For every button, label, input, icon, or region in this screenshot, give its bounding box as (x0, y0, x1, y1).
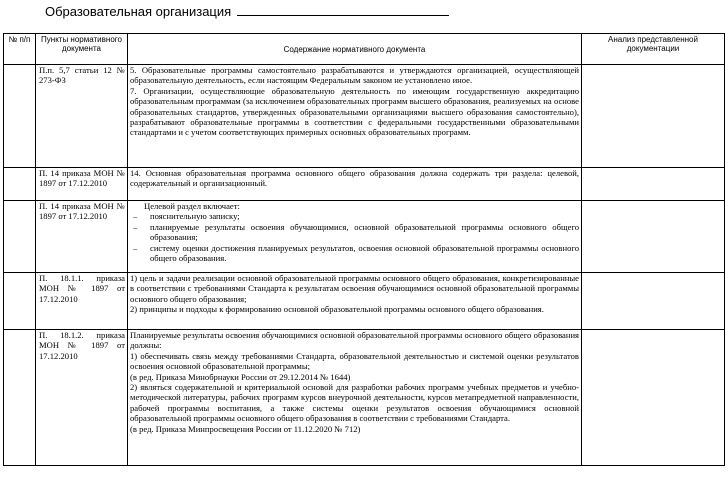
row-content (128, 168, 582, 201)
list-item (130, 222, 579, 243)
row-analysis-cell[interactable] (582, 65, 725, 168)
content-paragraph: 14. Основная образовательная программа основного общего образования должна содержать три раздела: целевой, содержательный и организационный. (130, 168, 579, 189)
content-paragraph: 2) принципы и подходы к формированию основной образовательной программы основного общего образования. (130, 304, 544, 315)
content-paragraph: 1) обеспечивать связь между требованиями Стандарта, образовательной деятельностью и системой оценки результатов освоения основной образовательной программы; (130, 350, 579, 372)
table-row (4, 65, 725, 168)
row-analysis-cell[interactable] (582, 168, 725, 201)
table-header-row (4, 34, 725, 65)
content-paragraph: (в ред. Приказа Минобрнауки России от 29.12.2014 № 1644) (130, 371, 351, 382)
table-row (4, 168, 725, 201)
content-paragraph: (в ред. Приказа Минпросвещения России от 11.12.2020 № 712) (130, 423, 361, 434)
organization-name-blank (237, 3, 449, 16)
row-content (128, 65, 582, 168)
row-points: П.п. 5,7 статьи 12 № 273-ФЗ (36, 65, 128, 168)
row-content (128, 273, 582, 330)
dash-bullet: – (133, 221, 138, 232)
column-header-analysis: Анализ представленной документации (582, 34, 725, 65)
content-paragraph: 7. Организации, осуществляющие образовательную деятельность по имеющим государственную аккредитацию образовательным программам (за исключением образовательных программ высшего образования, реализуемых на основе образовательных стандартов, утвержденных образовательными организациями высшего образования самостоятельно), разрабатывают образовательные программы в соответствии с федеральными государственными образовательными стандартами и с учетом соответствующих примерных основных образовательных программ. (130, 85, 579, 138)
table-row (4, 273, 725, 330)
organization-label: Образовательная организация (45, 4, 232, 19)
column-header-points: Пункты нормативного документа (36, 34, 128, 65)
table-row (4, 330, 725, 466)
row-points: П. 18.1.2. приказа МОН № 1897 от 17.12.2010 (36, 330, 128, 466)
row-points: П. 14 приказа МОН № 1897 от 17.12.2010 (36, 201, 128, 273)
row-analysis-cell[interactable] (582, 273, 725, 330)
row-points: П. 14 приказа МОН № 1897 от 17.12.2010 (36, 168, 128, 201)
row-number (4, 65, 36, 168)
row-content (128, 201, 582, 273)
list-item-text: планируемые результаты освоения обучающимися, основной образовательной программы основного общего образования; (150, 221, 579, 243)
dash-bullet: – (133, 242, 138, 253)
row-content (128, 330, 582, 466)
list-item (130, 243, 579, 264)
row-number (4, 201, 36, 273)
regulation-table (3, 33, 725, 466)
row-number (4, 330, 36, 466)
row-analysis-cell[interactable] (582, 201, 725, 273)
list-item (130, 211, 579, 221)
document-header (45, 3, 449, 19)
row-points: П. 18.1.1. приказа МОН № 1897 от 17.12.2010 (36, 273, 128, 330)
list-item-text: пояснительную записку; (150, 211, 240, 222)
list-item-text: систему оценки достижения планируемых результатов, освоения основной образовательной программы основного общего образования. (150, 242, 579, 264)
column-header-number: № п/п (4, 34, 36, 65)
content-intro: Целевой раздел включает: (144, 201, 240, 211)
column-header-content: Содержание нормативного документа (128, 34, 582, 65)
table-row (4, 201, 725, 273)
content-paragraph: 2) являться содержательной и критериальной основой для разработки рабочих программ учебных предметов и учебно-методической литературы, рабочих программ курсов внеурочной деятельности, курсов метапредметной направленности, рабочей программы воспитания, а также системы оценки результатов освоения обучающимися основной образовательной программы основного общего образования в соответствии с требованиями Стандарта. (130, 382, 579, 424)
content-paragraph: 1) цель и задачи реализации основной образовательной программы основного общего образования, конкретизированные в соответствии с требованиями Стандарта к результатам освоения обучающимися основной образовательной программы основного общего образования; (130, 273, 579, 304)
row-number (4, 273, 36, 330)
dash-bullet: – (133, 211, 138, 222)
row-analysis-cell[interactable] (582, 330, 725, 466)
content-paragraph: Планируемые результаты освоения обучающимися основной образовательной программы основного общего образования должны: (130, 330, 579, 351)
row-number (4, 168, 36, 201)
content-paragraph: 5. Образовательные программы самостоятельно разрабатываются и утверждаются организацией, осуществляющей образовательную деятельность, если настоящим Федеральным законом не установлено иное. (130, 65, 579, 86)
